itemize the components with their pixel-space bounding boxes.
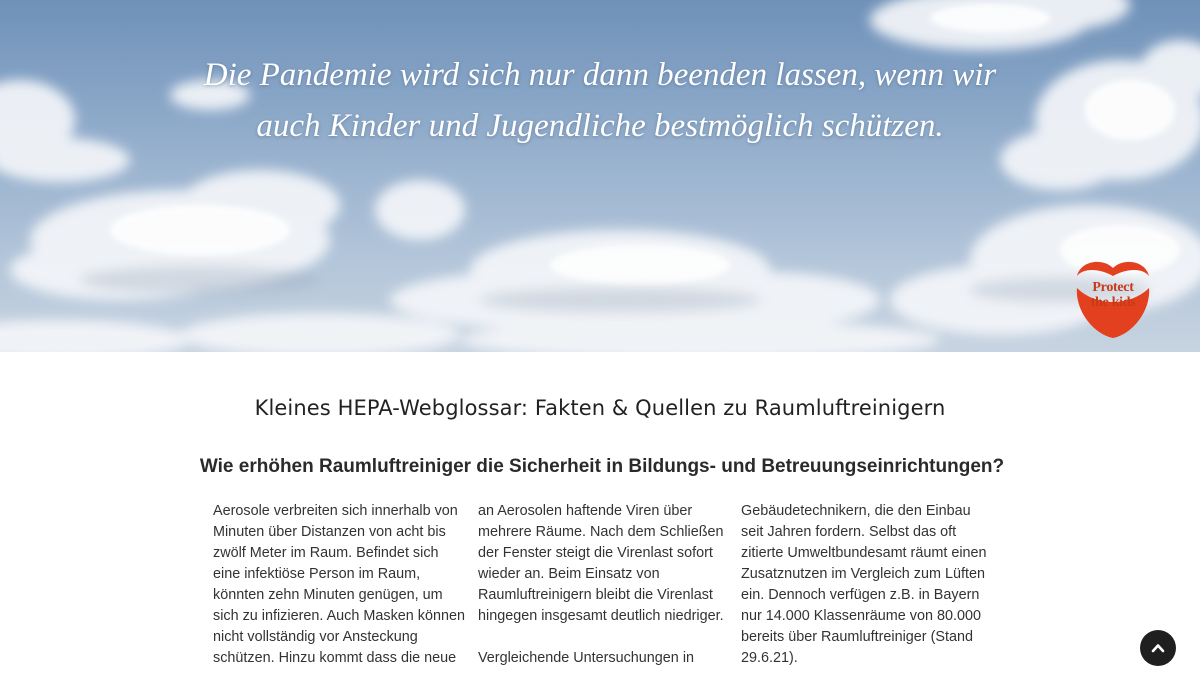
logo-text (1073, 280, 1153, 310)
hero-quote (160, 50, 1040, 152)
column-1-paragraph-1: Aerosole verbreiten sich innerhalb von Minuten über Distanzen von acht bis zwölf Meter im Raum. Befindet sich eine infektiöse Person im Raum, könnten zehn Minuten genügen, um sich zu infizieren. Auch Masken können nicht vollständig vor Ansteckung schützen. Hinzu kommt dass die neue (213, 503, 465, 666)
hero-quote-line-1: Die Pandemie wird sich nur dann beenden lassen, wenn wir (203, 57, 997, 93)
section-subtitle: Wie erhöhen Raumluftreiniger die Sicherheit in Bildungs- und Betreuungseinrichtungen? (199, 456, 1005, 477)
column-2-paragraph-2: Vergleichende Untersuchungen in (478, 650, 695, 666)
text-column-1 (213, 501, 465, 690)
chevron-up-icon (1150, 640, 1166, 656)
logo-line-2: the kids (1090, 295, 1136, 310)
text-column-3 (741, 501, 993, 690)
text-column-2 (478, 501, 730, 690)
hero-quote-line-2: auch Kinder und Jugendliche bestmöglich schützen. (256, 108, 944, 144)
page-title: Kleines HEPA-Webglossar: Fakten & Quellen zu Raumluftreinigern (254, 396, 946, 420)
column-3-paragraph-1: Gebäudetechnikern, die den Einbau seit Jahren fordern. Selbst das oft zitierte Umweltbundesamt räumt einen Zusatznutzen im Vergleich zum Lüften ein. Dennoch verfügen z.B. in Bayern nur 14.000 Klassenräume von 80.000 bereits über Raumluftreiniger (Stand 29.6.21). (741, 503, 987, 666)
logo-line-1: Protect (1092, 280, 1134, 295)
protect-the-kids-logo[interactable] (1073, 258, 1153, 338)
column-2-paragraph-1: an Aerosolen haftende Viren über mehrere Räume. Nach dem Schließen der Fenster steigt die Virenlast sofort wieder an. Beim Einsatz von Raumluftreinigern bleibt die Virenlast hingegen insgesamt deutlich niedriger. (478, 503, 724, 624)
scroll-to-top-button[interactable] (1140, 630, 1176, 666)
